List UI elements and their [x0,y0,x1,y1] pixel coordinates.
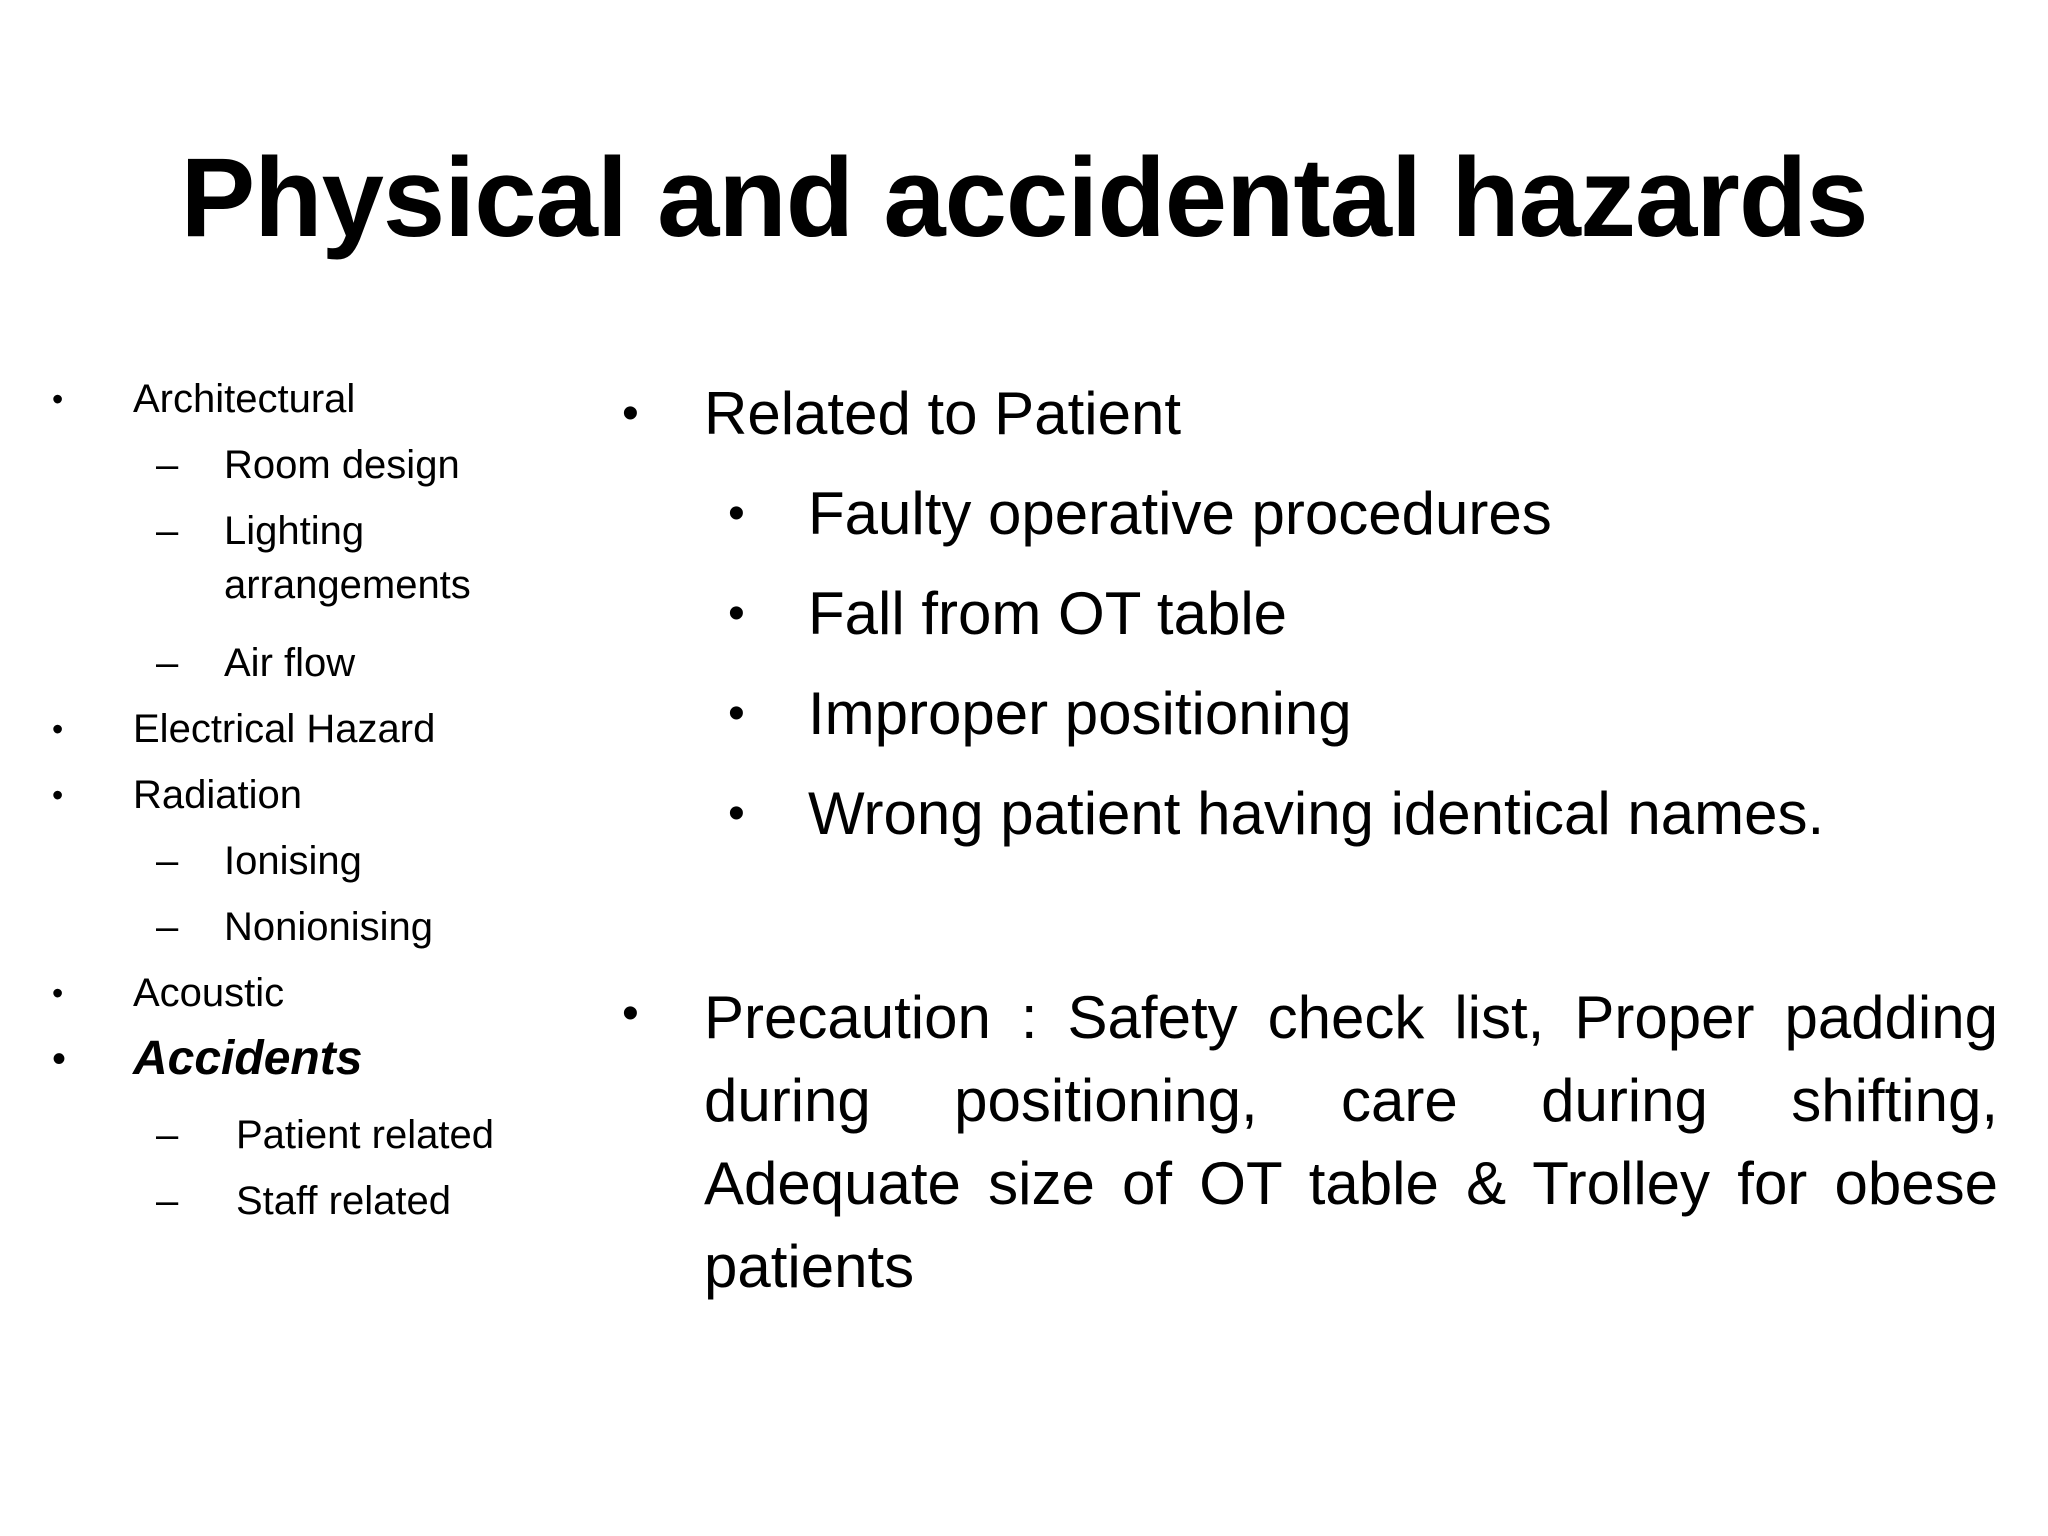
bullet-icon: • [52,1037,67,1081]
list-item-label: Accidents [133,1032,363,1085]
sub-item-label: Faulty operative procedures [808,480,1552,547]
dash-icon: – [156,443,179,487]
sub-item-label: Lighting arrangements [224,509,471,607]
dash-icon: – [156,1179,179,1223]
bullet-icon: • [622,987,639,1040]
sub-item-label: Fall from OT table [808,580,1288,647]
sub-item-label: Improper positioning [808,680,1352,747]
dash-icon: – [156,839,179,883]
dash-icon: – [156,1113,179,1157]
bullet-icon: • [728,787,745,840]
sub-item-label: Room design [224,443,460,487]
sub-item-label: Patient related [236,1113,494,1157]
dash-icon: – [156,509,179,553]
sub-item-label: Wrong patient having identical names. [808,780,1825,847]
bullet-icon: • [728,587,745,640]
list-item-label: Electrical Hazard [133,707,436,751]
bullet-icon: • [52,777,64,813]
bullet-icon: • [52,975,64,1011]
bullet-icon: • [52,711,64,747]
dash-icon: – [156,905,179,949]
precaution-text: Precaution : Safety check list, Proper padding during positioning, care during shifting, Adequate size of OT table & Trolley for obese patients [704,984,1998,1300]
bullet-icon: • [728,487,745,540]
sub-item-label: Staff related [236,1179,451,1223]
bullet-icon: • [622,387,639,440]
list-item-label: Acoustic [133,971,285,1015]
sub-item-label: Nonionising [224,905,434,949]
sub-item-label: Ionising [224,839,362,883]
bullet-icon: • [52,381,64,417]
list-item-label: Architectural [133,377,356,421]
dash-icon: – [156,641,179,685]
bullet-icon: • [728,687,745,740]
sub-item-label: Air flow [224,641,356,685]
list-item-label: Related to Patient [704,380,1181,447]
list-item-label: Radiation [133,773,303,817]
slide-title: Physical and accidental hazards [180,135,1868,260]
